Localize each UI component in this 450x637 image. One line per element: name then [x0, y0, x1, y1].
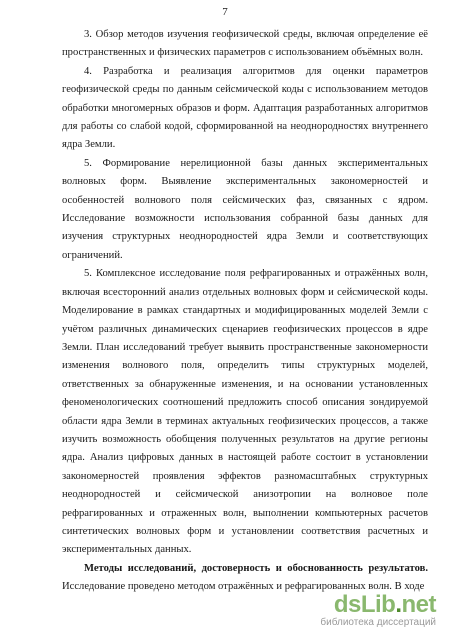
- methods-heading: Методы исследований, достоверность и обоснованность результатов.: [84, 562, 428, 574]
- page-number: 7: [222, 6, 228, 18]
- methods-text: Исследование проведено методом отражённых и рефрагированных волн. В ходе: [62, 581, 425, 593]
- dslib-watermark: [286, 591, 436, 633]
- logo-main-text: dsLib: [333, 591, 396, 618]
- paragraph-item-5b: 5. Комплексное исследование поля рефрагированных и отражённых волн, включая всесторонний анализ отдельных волновых форм и сейсмической коды. Моделирование в рамках стандартных и модифицированных моделей Земли с учётом различных динамических сценариев геофизических процессов в ядре Земли. План исследований требует выявить пространственные закономерности изменения волнового поля, определить типы структурных моделей, ответственных за обнаруженные изменения, и на основании установленных феноменологических соотношений предложить способ описания зондируемой области ядра Земли в терминах актуальных геофизических процессов, а также изучить возможность обобщения полученных результатов на другие регионы ядра. Анализ цифровых данных в настоящей работе состоит в установлении закономерностей проявления эффектов разномасштабных структурных неоднородностей и сейсмической анизотропии на волновое поле рефрагированных и отраженных волн, выполнении компьютерных расчетов синтетических волновых форм и установлении соответствия расчетных и экспериментальных данных.: [62, 268, 428, 556]
- watermark-subtitle: библиотека диссертаций: [320, 617, 436, 628]
- paragraph-item-5a: 5. Формирование нерелиционной базы данных экспериментальных волновых форм. Выявление экспериментальных закономерностей и особенностей волнового поля сейсмических фаз, связанных с ядром. Исследование возможности использования собранной базы данных для изучения структурных неоднородностей ядра Земли и соответствующих ограничений.: [62, 157, 428, 261]
- paragraph-item-3: 3. Обзор методов изучения геофизической среды, включая определение её пространственных и физических параметров с использованием объёмных волн.: [62, 29, 428, 59]
- dslib-logo[interactable]: [334, 591, 436, 619]
- logo-tld-text: net: [401, 591, 436, 618]
- logo-dot: .: [395, 591, 402, 618]
- paragraph-item-4: 4. Разработка и реализация алгоритмов для оценки параметров геофизической среды по данным сейсмической коды с использованием методов обработки многомерных образов и форм. Адаптация разработанных алгоритмов для работы со слабой кодой, сформированной на неоднородностях внутреннего ядра Земли.: [62, 65, 428, 151]
- document-body: [62, 26, 428, 597]
